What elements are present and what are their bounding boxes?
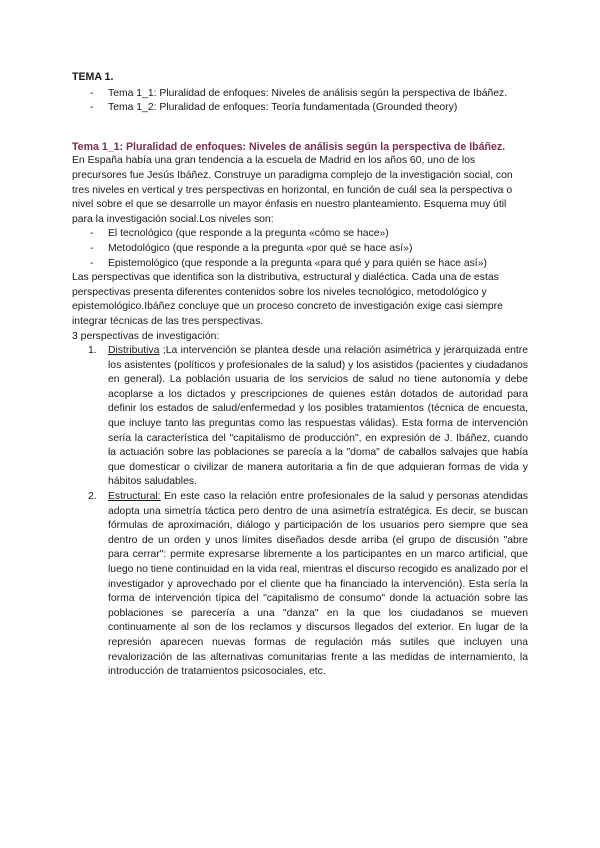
level-item: - El tecnológico (que responde a la pregunta «cómo se hace») bbox=[72, 227, 528, 242]
perspectives-list bbox=[72, 344, 528, 680]
toc-item: - Tema 1_1: Pluralidad de enfoques: Niveles de análisis según la perspectiva de Ibáñez. bbox=[72, 87, 528, 102]
perspective-text: ;La intervención se plantea desde una relación asimétrica y jerarquizada entre los asistentes (políticos y profesionales de la salud) y los asistidos (pacientes y ciudadanos en general). La población usuaria de los servicios de salud no tiene autonomía y debe acoplarse a los dictados y prescripciones de quienes están dotados de autoridad para definir los estados de salud/enfermedad y los posibles tratamientos (técnica de encuesta, que incluye tanto las preguntas como las respuestas válidas). Esta forma de intervención sería la característica del "capitalismo de producción", en expresión de J. Ibáñez, cuando la actuación sobre las poblaciones se parecía a la "doma" de caballos salvajes que había que domesticar o civilizar de manera autoritaria a fin de que adquieran formas de vida y hábitos saludables. bbox=[108, 345, 528, 488]
levels-list bbox=[72, 227, 528, 271]
perspective-item bbox=[72, 490, 528, 680]
perspective-term: Distributiva bbox=[108, 345, 160, 357]
item-number: 2. bbox=[88, 491, 97, 503]
table-of-contents bbox=[72, 87, 528, 116]
section-heading: Tema 1_1: Pluralidad de enfoques: Niveles de análisis según la perspectiva de Ibáñez. bbox=[72, 140, 506, 153]
document-body bbox=[72, 70, 528, 680]
document-title: TEMA 1. bbox=[72, 71, 114, 83]
perspective-term: Estructural: bbox=[108, 491, 161, 503]
level-item: - Epistemológico (que responde a la pregunta «para qué y para quién se hace así») bbox=[72, 257, 528, 272]
item-number: 1. bbox=[88, 345, 97, 357]
intro-paragraph: En España había una gran tendencia a la escuela de Madrid en los años 60, uno de los precursores fue Jesús Ibáñez. Construye un paradigma complejo de la investigación social, con tres niveles en vertical y tres perspectivas en horizontal, en función de cuál sea la perspectiva o nivel sobre el que se desarrolle un mayor énfasis en nuestro planteamiento. Esquema muy útil para la investigación social.Los niveles son: bbox=[72, 155, 513, 225]
perspectives-label: 3 perspectivas de investigación: bbox=[72, 330, 220, 342]
toc-item: - Tema 1_2: Pluralidad de enfoques: Teoría fundamentada (Grounded theory) bbox=[72, 101, 528, 116]
level-item: - Metodológico (que responde a la pregunta «por qué se hace así») bbox=[72, 242, 528, 257]
perspectives-paragraph: Las perspectivas que identifica son la distributiva, estructural y dialéctica. Cada una de estas perspectivas presenta diferentes contenidos sobre los niveles tecnológico, metodológico y epistemológico.Ibáñez concluye que un proceso concreto de investigación exige casi siempre integrar técnicas de las tres perspectivas. bbox=[72, 272, 503, 327]
perspective-item bbox=[72, 344, 528, 490]
perspective-text: En este caso la relación entre profesionales de la salud y personas atendidas adopta una simetría táctica pero dentro de una asimetría estratégica. Es decir, se buscan fórmulas de aproximación, diálogo y participación de los usuarios pero siempre que sea dentro de un orden y unos límites diseñados desde arriba (el grupo de discusión "abre para cerrar": permite expresarse libremente a los participantes en un marco artificial, que luego no tiene continuidad en la vida real, mientras el discurso recogido es analizado por el investigador y aprovechado por el cliente que ha financiado la intervención). Esta sería la forma de intervención típica del "capitalismo de consumo" donde la actuación sobre las poblaciones se parecería a una "danza" en la que los ciudadanos se mueven continuamente al son de los reclamos y discursos llegados del exterior. En lugar de la represión aparecen nuevas formas de regulación más sutiles que incluyen una revalorización de las alternativas comunitarias frente a las medidas de internamiento, la introducción de tratamientos psicosociales, etc. bbox=[108, 491, 528, 678]
